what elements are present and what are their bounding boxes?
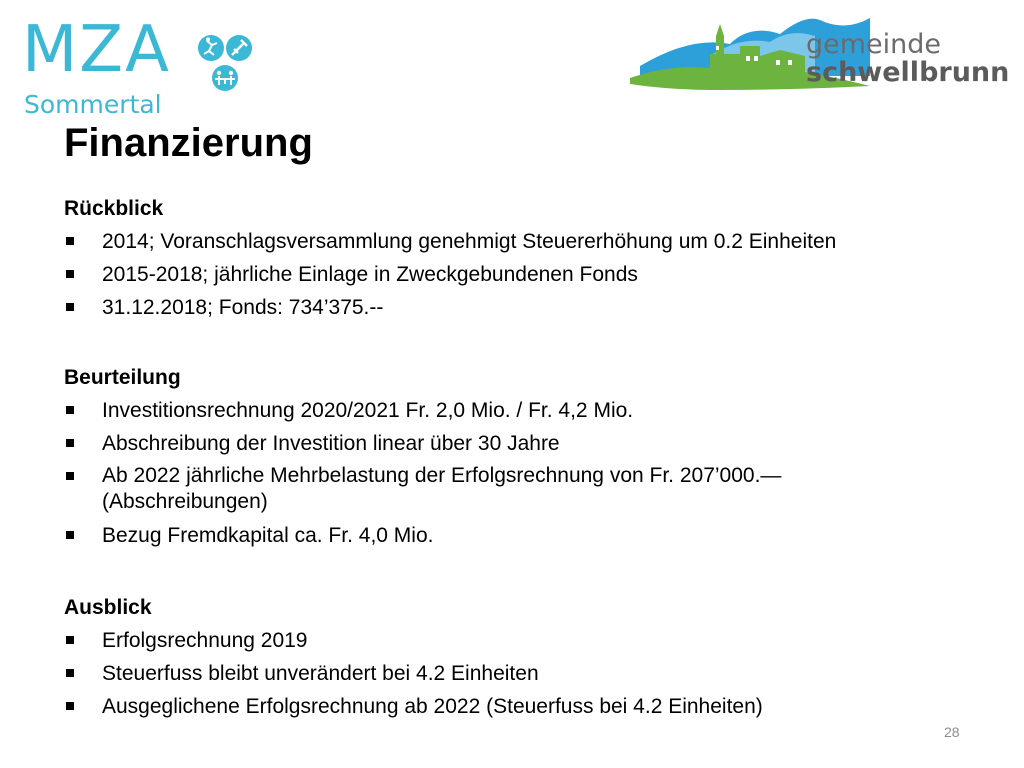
list-item-text: Erfolgsrechnung 2019 — [102, 629, 308, 652]
section-ausblick — [64, 592, 1004, 723]
list-item-text: Steuerfuss bleibt unverändert bei 4.2 Einheiten — [102, 662, 539, 685]
list-item — [64, 394, 1004, 427]
list-item-text: 2015-2018; jährliche Einlage in Zweckgebundenen Fonds — [102, 263, 638, 286]
list-item-text: 2014; Voranschlagsversammlung genehmigt Steuererhöhung um 0.2 Einheiten — [102, 230, 837, 253]
list-item — [64, 519, 1004, 552]
square-bullet-icon — [66, 439, 74, 447]
square-bullet-icon — [66, 472, 74, 480]
mza-logo — [22, 13, 247, 119]
square-bullet-icon — [66, 669, 74, 677]
square-bullet-icon — [66, 270, 74, 278]
list-item — [64, 460, 1004, 519]
section-heading: Rückblick — [64, 197, 164, 220]
square-bullet-icon — [66, 702, 74, 710]
section-rueckblick — [64, 193, 1004, 324]
bullet-list — [64, 394, 1004, 552]
square-bullet-icon — [66, 406, 74, 414]
mza-activity-icons — [194, 34, 264, 94]
list-item-text: Abschreibung der Investition linear über 30 Jahre — [102, 432, 560, 455]
list-item-text: Bezug Fremdkapital ca. Fr. 4,0 Mio. — [102, 524, 434, 547]
list-item — [64, 624, 1004, 657]
section-heading: Beurteilung — [64, 366, 181, 389]
mza-logo-letters: MZA — [22, 13, 171, 87]
gemeinde-logo — [630, 6, 1010, 98]
list-item — [64, 258, 1004, 291]
list-item-text: Investitionsrechnung 2020/2021 Fr. 2,0 Mio. / Fr. 4,2 Mio. — [102, 399, 634, 422]
gemeinde-logo-line2: schwellbrunn — [806, 57, 1010, 88]
square-bullet-icon — [66, 237, 74, 245]
gemeinde-logo-line1: gemeinde — [806, 29, 942, 60]
list-item-text: 31.12.2018; Fonds: 734’375.-- — [102, 296, 384, 319]
mza-logo-subtitle: Sommertal — [24, 90, 162, 119]
slide-title: Finanzierung — [64, 121, 313, 165]
page-number: 28 — [944, 724, 960, 740]
section-heading: Ausblick — [64, 596, 152, 619]
square-bullet-icon — [66, 531, 74, 539]
list-item — [64, 690, 1004, 723]
list-item — [64, 657, 1004, 690]
section-beurteilung — [64, 362, 1004, 552]
list-item-text: Ab 2022 jährliche Mehrbelastung der Erfolgsrechnung von Fr. 207’000.— (Abschreibungen) — [102, 464, 782, 513]
list-item-text: Ausgeglichene Erfolgsrechnung ab 2022 (Steuerfuss bei 4.2 Einheiten) — [102, 695, 763, 718]
square-bullet-icon — [66, 303, 74, 311]
bullet-list — [64, 225, 1004, 324]
list-item — [64, 225, 1004, 258]
square-bullet-icon — [66, 636, 74, 644]
bullet-list — [64, 624, 1004, 723]
list-item — [64, 291, 1004, 324]
list-item — [64, 427, 1004, 460]
